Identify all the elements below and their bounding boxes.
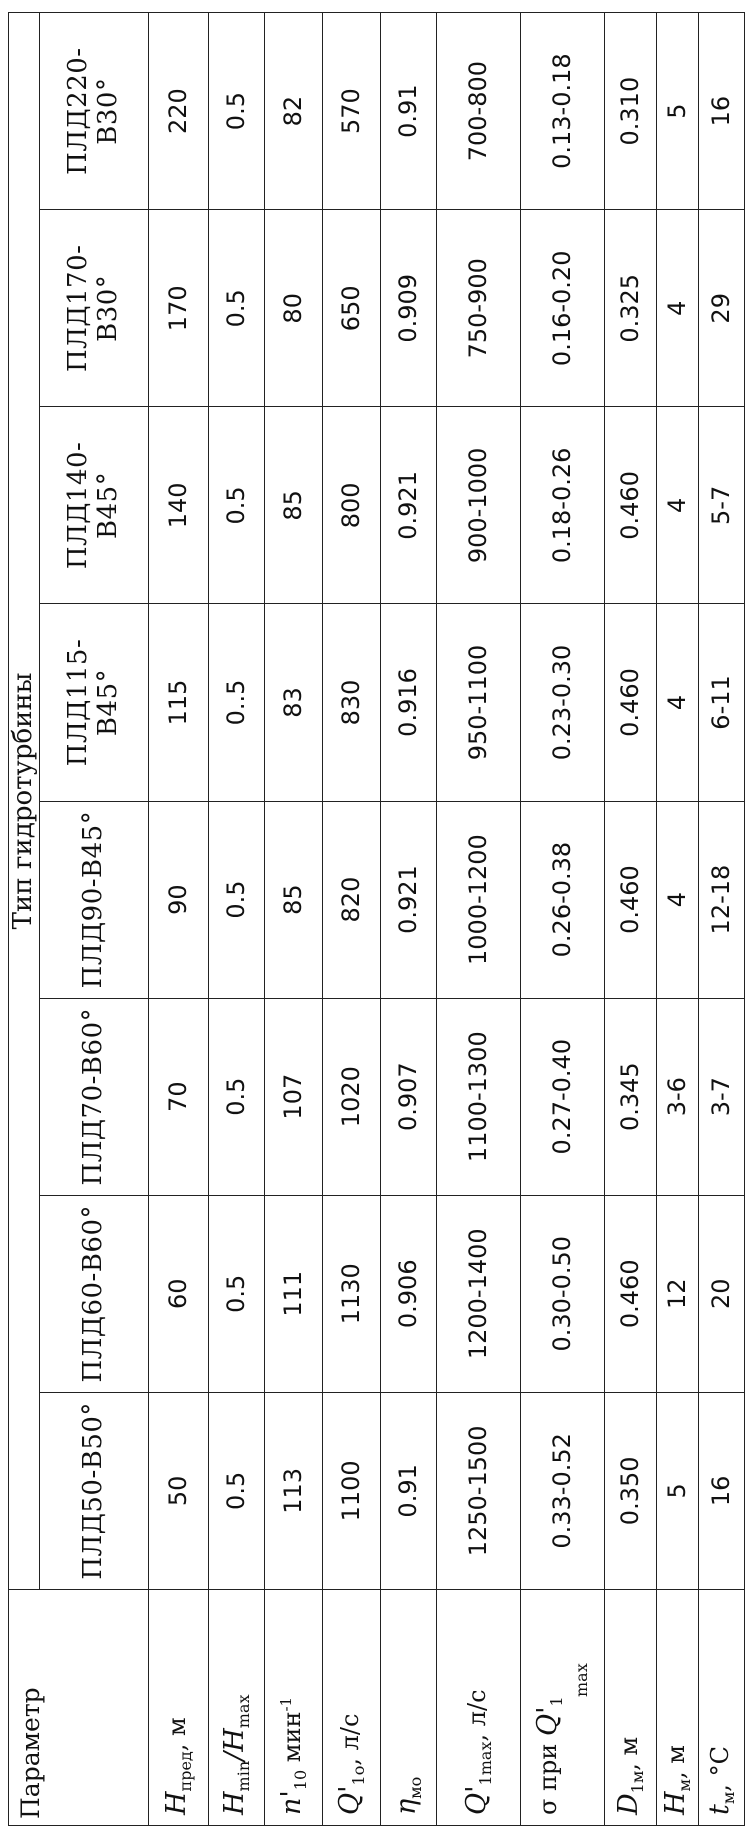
table-cell: 1100 xyxy=(323,1392,381,1589)
type-header: ПЛД140-В45° xyxy=(40,407,149,604)
param-unit: , м xyxy=(163,1717,192,1752)
param-symbol: H xyxy=(219,1791,251,1815)
param-symbol: t xyxy=(704,1804,736,1815)
param-label xyxy=(699,1589,745,1825)
table-cell: 170 xyxy=(149,210,209,407)
table-cell: 0.16-0.20 xyxy=(521,210,605,407)
table-cell: 60 xyxy=(149,1195,209,1392)
table-cell: 0.5 xyxy=(209,1392,265,1589)
table-cell: 0.33-0.52 xyxy=(521,1392,605,1589)
param-subscript: м xyxy=(719,1791,739,1805)
table-cell: 0.460 xyxy=(605,407,657,604)
param-subscript: м xyxy=(675,1779,695,1792)
table-cell: 50 xyxy=(149,1392,209,1589)
table-row xyxy=(521,13,605,1826)
table-row xyxy=(265,13,323,1826)
table-row xyxy=(605,13,657,1826)
table-cell: 3-7 xyxy=(699,998,745,1195)
table-cell: 0.921 xyxy=(381,407,437,604)
table-cell: 5 xyxy=(657,13,699,210)
param-subscript: 1м xyxy=(628,1770,648,1794)
table-cell: 900-1000 xyxy=(437,407,521,604)
table-cell: 0.310 xyxy=(605,13,657,210)
param-symbol: D xyxy=(613,1793,645,1815)
param-unit: мин xyxy=(278,1711,307,1770)
type-header: ПЛД50-В50° xyxy=(40,1392,149,1589)
table-cell: 0.26-0.38 xyxy=(521,801,605,998)
type-header: ПЛД170-В30° xyxy=(40,210,149,407)
table-cell: 6-11 xyxy=(699,604,745,801)
param-symbol: Q' xyxy=(334,1785,366,1815)
table-cell: 0.91 xyxy=(381,1392,437,1589)
table-cell: 0.460 xyxy=(605,1195,657,1392)
table-cell: 82 xyxy=(265,13,323,210)
table-cell: 0.5 xyxy=(209,1195,265,1392)
table-cell: 1130 xyxy=(323,1195,381,1392)
table-cell: 0.5 xyxy=(209,998,265,1195)
param-subscript: max xyxy=(234,1694,254,1729)
table-body xyxy=(149,13,745,1826)
table-cell: 0.460 xyxy=(605,801,657,998)
table-cell: 111 xyxy=(265,1195,323,1392)
table-cell: 800 xyxy=(323,407,381,604)
param-label xyxy=(323,1589,381,1825)
param-symbol: H xyxy=(161,1791,193,1815)
table-cell: 0.23-0.30 xyxy=(521,604,605,801)
table-cell: 0.5 xyxy=(209,801,265,998)
table-cell: 0.345 xyxy=(605,998,657,1195)
param-prefix: σ при xyxy=(533,1736,562,1815)
table-cell: 0.5 xyxy=(209,13,265,210)
table-cell: 5-7 xyxy=(699,407,745,604)
table-row xyxy=(323,13,381,1826)
type-header: ПЛД60-В60° xyxy=(40,1195,149,1392)
type-header: ПЛД70-В60° xyxy=(40,998,149,1195)
param-symbol: Q' xyxy=(531,1706,563,1736)
table-cell: 0.5 xyxy=(209,210,265,407)
table-cell: 5 xyxy=(657,1392,699,1589)
rotated-table-wrapper xyxy=(8,12,739,1826)
table-cell: 0.350 xyxy=(605,1392,657,1589)
turbine-parameters-table xyxy=(8,12,745,1826)
param-unit: , м xyxy=(615,1736,644,1771)
table-cell: 0.906 xyxy=(381,1195,437,1392)
param-symbol: H xyxy=(660,1791,692,1815)
table-cell: 4 xyxy=(657,210,699,407)
param-unit: , м xyxy=(662,1745,691,1779)
table-cell: 700-800 xyxy=(437,13,521,210)
param-label xyxy=(521,1589,605,1825)
param-label xyxy=(209,1589,265,1825)
table-cell: 83 xyxy=(265,604,323,801)
table-cell: 90 xyxy=(149,801,209,998)
table-cell: 85 xyxy=(265,801,323,998)
table-cell: 0.91 xyxy=(381,13,437,210)
table-cell: 0.325 xyxy=(605,210,657,407)
table-cell: 650 xyxy=(323,210,381,407)
table-cell: 113 xyxy=(265,1392,323,1589)
table-cell: 830 xyxy=(323,604,381,801)
table-row xyxy=(699,13,745,1826)
table-cell: 750-900 xyxy=(437,210,521,407)
table-cell: 1000-1200 xyxy=(437,801,521,998)
param-superscript: -1 xyxy=(277,1696,296,1712)
param-label xyxy=(265,1589,323,1825)
type-header-row xyxy=(40,13,149,1826)
table-cell: 29 xyxy=(699,210,745,407)
table-cell: 0.5 xyxy=(209,407,265,604)
param-label xyxy=(149,1589,209,1825)
table-cell: 0.30-0.50 xyxy=(521,1195,605,1392)
param-symbol: Q' xyxy=(461,1785,493,1815)
table-row xyxy=(209,13,265,1826)
table-cell: 80 xyxy=(265,210,323,407)
group-header-row xyxy=(9,13,40,1826)
type-header: ПЛД115-В45° xyxy=(40,604,149,801)
table-cell: 3-6 xyxy=(657,998,699,1195)
table-cell: 0.27-0.40 xyxy=(521,998,605,1195)
table-cell: 0.916 xyxy=(381,604,437,801)
table-row xyxy=(437,13,521,1826)
table-row xyxy=(149,13,209,1826)
type-header: ПЛД220-В30° xyxy=(40,13,149,210)
param-column-header: Параметр xyxy=(9,1589,149,1825)
table-cell: 0.921 xyxy=(381,801,437,998)
param-subscript-line: max xyxy=(571,1663,591,1697)
table-row xyxy=(657,13,699,1826)
param-label xyxy=(437,1589,521,1825)
table-cell: 0..5 xyxy=(209,604,265,801)
table-cell: 115 xyxy=(149,604,209,801)
table-cell: 4 xyxy=(657,801,699,998)
param-label xyxy=(381,1589,437,1825)
param-unit: , л/с xyxy=(463,1689,492,1742)
param-subscript: 1max xyxy=(476,1741,496,1786)
param-subscript: 1о xyxy=(349,1765,369,1786)
table-cell: 20 xyxy=(699,1195,745,1392)
table-cell: 107 xyxy=(265,998,323,1195)
table-cell: 16 xyxy=(699,1392,745,1589)
param-subscript: мо xyxy=(406,1776,426,1799)
param-label xyxy=(605,1589,657,1825)
table-cell: 950-1100 xyxy=(437,604,521,801)
table-cell: 12-18 xyxy=(699,801,745,998)
table-cell: 0.460 xyxy=(605,604,657,801)
param-unit: , °С xyxy=(706,1746,735,1792)
param-symbol: η xyxy=(391,1798,423,1815)
type-header: ПЛД90-В45° xyxy=(40,801,149,998)
table-cell: 1100-1300 xyxy=(437,998,521,1195)
param-unit: , л/с xyxy=(336,1713,365,1766)
turbine-type-group-header: Тип гидротурбины xyxy=(9,13,40,1590)
table-cell: 820 xyxy=(323,801,381,998)
table-cell: 0.13-0.18 xyxy=(521,13,605,210)
table-cell: 12 xyxy=(657,1195,699,1392)
param-subscript: 1 xyxy=(546,1696,566,1707)
table-cell: 1250-1500 xyxy=(437,1392,521,1589)
param-subscript: 10 xyxy=(291,1769,311,1791)
table-cell: 0.907 xyxy=(381,998,437,1195)
param-symbol: /H xyxy=(219,1728,251,1761)
table-cell: 1020 xyxy=(323,998,381,1195)
param-subscript: min xyxy=(234,1760,254,1792)
param-label xyxy=(657,1589,699,1825)
table-cell: 0.909 xyxy=(381,210,437,407)
table-cell: 16 xyxy=(699,13,745,210)
table-cell: 4 xyxy=(657,604,699,801)
param-subscript: пред xyxy=(176,1751,196,1792)
table-cell: 0.18-0.26 xyxy=(521,407,605,604)
table-cell: 85 xyxy=(265,407,323,604)
table-cell: 140 xyxy=(149,407,209,604)
param-symbol: n' xyxy=(276,1790,308,1815)
table-cell: 1200-1400 xyxy=(437,1195,521,1392)
table-cell: 220 xyxy=(149,13,209,210)
table-cell: 4 xyxy=(657,407,699,604)
table-row xyxy=(381,13,437,1826)
table-cell: 70 xyxy=(149,998,209,1195)
table-cell: 570 xyxy=(323,13,381,210)
